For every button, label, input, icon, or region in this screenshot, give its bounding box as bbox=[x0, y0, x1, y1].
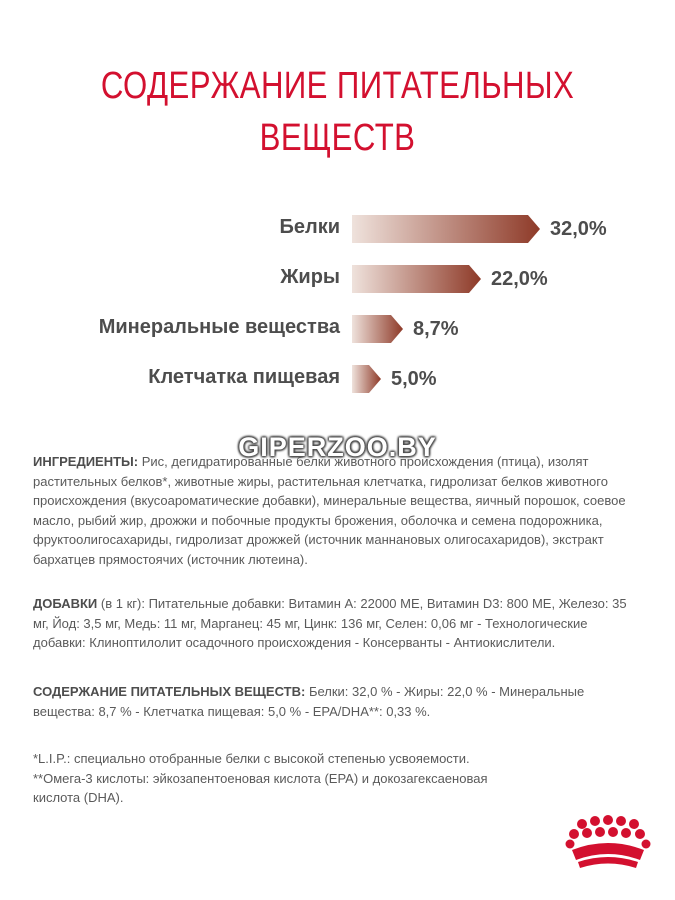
additives-text: (в 1 кг): Питательные добавки: Витамин А: 22000 МЕ, Витамин D3: 800 МЕ, Железо: 35 мг, Йод: 3,5 мг, Медь: 11 мг, Марганец: 45 мг, Цинк: 136 мг, Селен: 0,06 мг - Технологические добавки: Клиноптилолит осадочного происхождения - Консерванты - Антиокислители. bbox=[33, 596, 627, 651]
page-title bbox=[61, 60, 615, 164]
bar-category-label: Минеральные вещества bbox=[98, 316, 340, 338]
ingredients-paragraph bbox=[33, 452, 643, 570]
bar-value-label: 22,0% bbox=[491, 268, 548, 290]
bar-category-label: Жиры bbox=[280, 266, 340, 288]
bar-shape bbox=[352, 365, 381, 393]
bar bbox=[352, 315, 403, 343]
bar-category-label: Клетчатка пищевая bbox=[148, 366, 340, 388]
watermark: GIPERZOO.BY bbox=[238, 432, 437, 462]
additives-paragraph bbox=[33, 594, 643, 653]
footnotes bbox=[33, 749, 643, 808]
nutrients-text: Белки: 32,0 % - Жиры: 22,0 % - Минеральные вещества: 8,7 % - Клетчатка пищевая: 5,0 % - EPA/DHA**: 0,33 %. bbox=[33, 684, 585, 719]
page-title-line-2: ВЕЩЕСТВ bbox=[259, 117, 416, 159]
bar-shape bbox=[352, 265, 481, 293]
bar-value-label: 32,0% bbox=[550, 218, 607, 240]
chart-row bbox=[0, 362, 675, 396]
footnote-lip: *L.I.P.: специально отобранные белки с высокой степенью усвояемости. bbox=[33, 751, 470, 766]
chart-row bbox=[0, 312, 675, 346]
additives-heading: ДОБАВКИ bbox=[33, 596, 98, 611]
ingredients-heading: ИНГРЕДИЕНТЫ: bbox=[33, 454, 139, 469]
footnote-omega3: **Омега-3 кислоты: эйкозапентоеновая кислота (EPA) и докозагексаеновая bbox=[33, 770, 488, 786]
bar-value-label: 5,0% bbox=[391, 368, 437, 390]
nutrients-paragraph bbox=[33, 682, 643, 721]
chart-row bbox=[0, 262, 675, 296]
bar-shape bbox=[352, 315, 403, 343]
bar bbox=[352, 365, 381, 393]
footnote-omega3-cont: кислота (DHA). bbox=[33, 790, 124, 806]
bar-value-label: 8,7% bbox=[413, 318, 459, 340]
page-title-line-1: СОДЕРЖАНИЕ ПИТАТЕЛЬНЫХ bbox=[100, 65, 575, 107]
chart-row bbox=[0, 212, 675, 246]
bar-category-label: Белки bbox=[279, 216, 340, 238]
royal-canin-crown-icon bbox=[560, 814, 656, 874]
nutrients-heading: СОДЕРЖАНИЕ ПИТАТЕЛЬНЫХ ВЕЩЕСТВ: bbox=[33, 684, 306, 699]
nutrient-bar-chart bbox=[0, 212, 675, 402]
bar bbox=[352, 265, 481, 293]
bar bbox=[352, 215, 540, 243]
bar-shape bbox=[352, 215, 540, 243]
ingredients-text: Рис, дегидратированные белки животного происхождения (птица), изолят растительных белков*, животные жиры, растительная клетчатка, гидролизат белков животного происхождения (вкусоароматические добавки), минеральные вещества, яичный порошок, соевое масло, рыбий жир, дрожжи и побочные продукты брожения, оболочка и семена подорожника, фруктоолигосахариды, гидролизат дрожжей (источник маннановых олигосахаридов), экстракт бархатцев прямостоячих (источник лютеина). bbox=[33, 454, 626, 567]
